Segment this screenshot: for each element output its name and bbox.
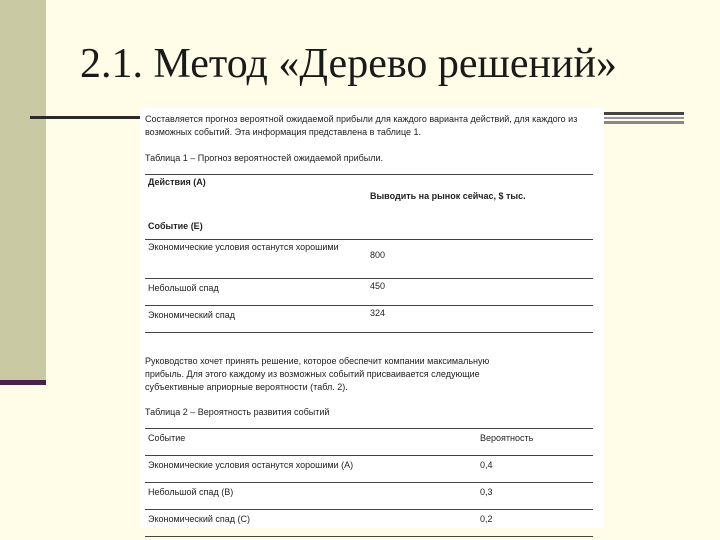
header-prob: Вероятность [477, 429, 593, 456]
left-accent-bar [0, 0, 46, 385]
header-cell-column [367, 175, 593, 220]
row-event: Экономический спад [145, 306, 367, 333]
left-accent-bar-bottom [0, 380, 46, 385]
header-action-label: Действия (А) [148, 177, 206, 187]
table-row [145, 510, 593, 537]
slide-title: 2.1. Метод «Дерево решений» [80, 41, 617, 87]
row-prob: 0,2 [477, 510, 593, 537]
header-cell-action [145, 175, 367, 220]
probability-table [145, 428, 593, 537]
table-row [145, 240, 593, 279]
decision-paragraph: Руководство хочет принять решение, которое обеспечит компании максимальную прибыль. Для этого каждому из возможных событий присваивается следующие субъективные априорные вероятности (табл. 2). [145, 356, 490, 392]
table2-caption: Таблица 2 – Вероятность развития событий [145, 407, 330, 417]
table-header-row [145, 175, 593, 220]
title-rule-left [30, 116, 140, 119]
title-rule-right [600, 112, 684, 124]
table-row [145, 456, 593, 483]
table-header-row-event [145, 219, 593, 240]
row-event: Экономические условия останутся хорошими [145, 240, 367, 279]
profit-table [145, 174, 593, 333]
row-event: Экономический спад (С) [145, 510, 477, 537]
table-row [145, 306, 593, 333]
row-prob: 0,4 [477, 456, 593, 483]
row-event: Небольшой спад (В) [145, 483, 477, 510]
row-event: Небольшой спад [145, 279, 367, 306]
table-row [145, 279, 593, 306]
row-prob: 0,3 [477, 483, 593, 510]
header-event-empty [367, 219, 593, 240]
document-image [140, 108, 604, 528]
row-value: 450 [367, 279, 593, 306]
row-value: 800 [367, 240, 593, 279]
row-event: Экономические условия останутся хорошими (А) [145, 456, 477, 483]
table-row [145, 483, 593, 510]
header-event: Событие [145, 429, 477, 456]
row-value: 324 [367, 306, 593, 333]
header-event-label: Событие (Е) [148, 221, 203, 231]
header-column-label: Выводить на рынок сейчас, $ тыс. [370, 191, 526, 201]
table-header-row [145, 429, 593, 456]
intro-paragraph: Составляется прогноз вероятной ожидаемой прибыли для каждого варианта действий, для каждого из возможных событий. Эта информация представлена в таблице 1. [145, 114, 578, 137]
table1-caption: Таблица 1 – Прогноз вероятностей ожидаемой прибыли. [145, 153, 384, 163]
